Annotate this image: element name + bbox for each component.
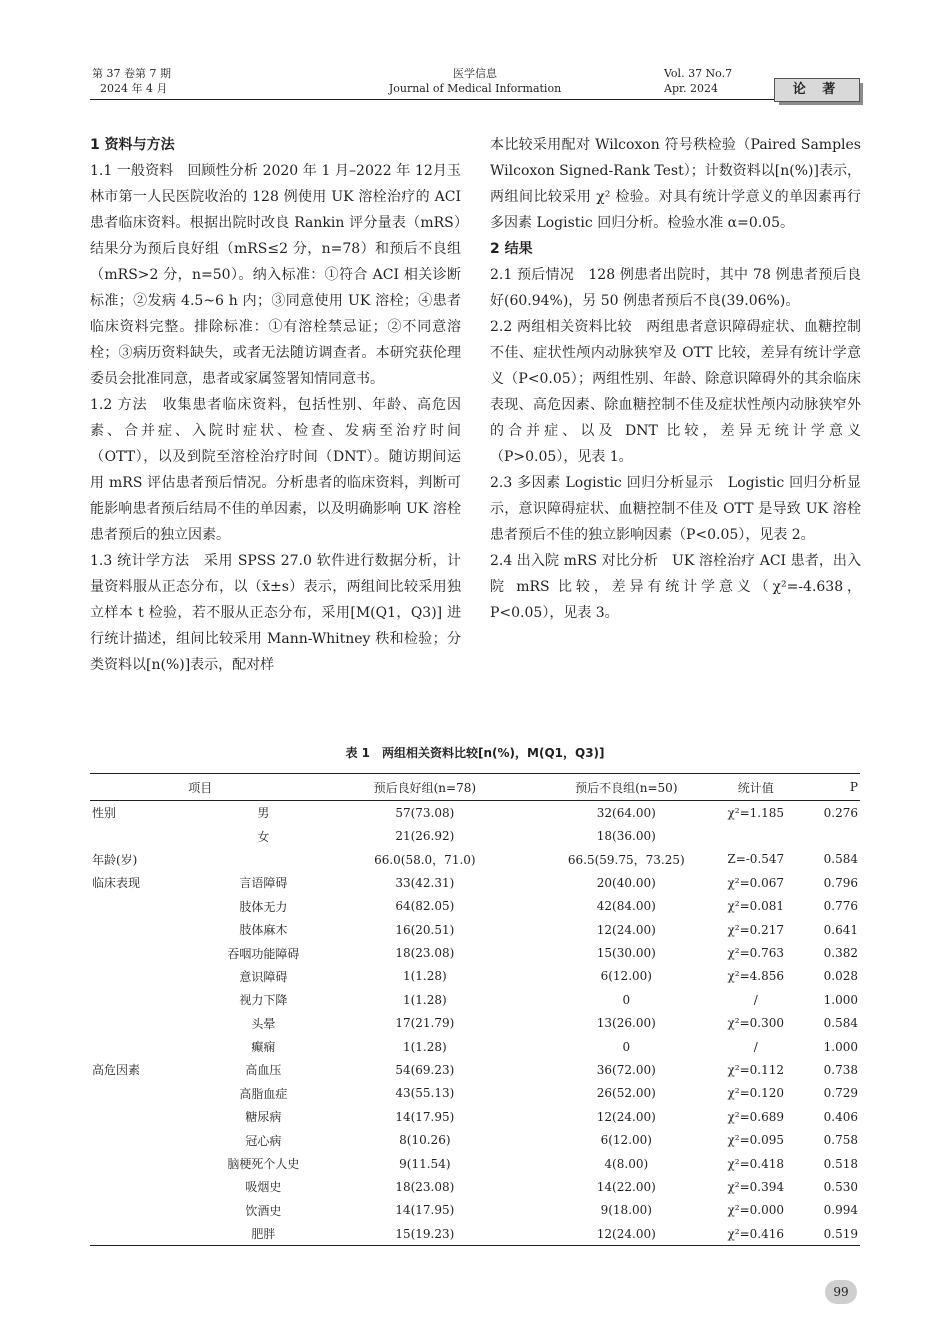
header-rule	[90, 99, 860, 100]
row-bad-cell: 66.5(59.75，73.25)	[567, 852, 685, 867]
row-p-cell: 1.000	[823, 992, 858, 1007]
row-p-cell: 0.584	[823, 852, 858, 867]
date-en-text: Apr. 2024	[664, 82, 719, 95]
row-stat-cell: χ²=0.112	[727, 1062, 785, 1077]
row-stat-cell: χ²=4.856	[727, 969, 785, 984]
row-good-cell: 16(20.51)	[395, 922, 455, 937]
row-group-cell	[90, 1035, 216, 1058]
table-row	[90, 1128, 860, 1151]
row-stat-cell: χ²=0.217	[727, 922, 785, 937]
row-stat-cell: χ²=0.095	[727, 1133, 785, 1148]
row-group-cell	[90, 941, 216, 964]
comparison-table	[90, 773, 860, 1246]
row-bad-cell: 15(30.00)	[596, 946, 656, 961]
table-title: 表 1 两组相关资料比较[n(%)，M(Q1，Q3)]	[345, 746, 605, 760]
table-row	[90, 1058, 860, 1081]
paragraph-group-compare: 2.2 两组相关资料比较 两组患者意识障碍症状、血糖控制不佳、症状性颅内动脉狭窄及 OTT 比较，差异有统计学意义（P<0.05）；两组性别、年龄、除意识障碍外的其余临床表现、高危因素、除血糖控制不佳及症状性颅内动脉狭窄外的合并症、以及 DNT 比较，差异无统计学意义（P>0.05），见表 1。	[490, 319, 861, 465]
table-row	[90, 1175, 860, 1198]
row-good-cell: 18(23.08)	[395, 1179, 455, 1194]
page-number: 99	[825, 1280, 857, 1304]
row-good-cell: 9(11.54)	[399, 1156, 451, 1171]
row-bad-cell: 12(24.00)	[596, 922, 656, 937]
paragraph-logistic: 2.3 多因素 Logistic 回归分析显示 Logistic 回归分析显示，意识障碍症状、血糖控制不佳及 OTT 是导致 UK 溶栓患者预后不佳的独立影响因素（P<0.05），见表 2。	[490, 475, 861, 543]
row-group-cell	[90, 1012, 216, 1035]
table-row	[90, 965, 860, 988]
table-row	[90, 1012, 860, 1035]
row-p-cell	[798, 824, 860, 847]
row-good-cell: 33(42.31)	[395, 875, 455, 890]
table-row	[90, 918, 860, 941]
row-item-cell: 脑梗死个人史	[227, 1157, 300, 1172]
row-group-cell	[90, 1222, 216, 1246]
row-good-cell: 21(26.92)	[395, 829, 455, 844]
row-stat-cell: χ²=0.081	[727, 899, 785, 914]
table-row	[90, 1105, 860, 1128]
row-item-cell: 高脂血症	[239, 1086, 288, 1101]
row-stat-cell: χ²=1.185	[727, 805, 785, 820]
section-title-results: 2 结果	[490, 241, 533, 257]
row-item-cell: 女	[257, 829, 270, 844]
row-bad-cell: 4(8.00)	[604, 1156, 649, 1171]
left-column	[90, 132, 461, 678]
row-stat-cell: χ²=0.763	[727, 946, 785, 961]
row-item-cell: 糖尿病	[245, 1110, 282, 1125]
row-item-cell: 饮酒史	[245, 1203, 282, 1218]
row-stat-cell: χ²=0.418	[727, 1156, 785, 1171]
row-good-cell: 64(82.05)	[395, 899, 455, 914]
table-row	[90, 1199, 860, 1222]
row-stat-cell: χ²=0.120	[727, 1086, 785, 1101]
row-good-cell: 54(69.23)	[395, 1062, 455, 1077]
table-row	[90, 895, 860, 918]
row-good-cell: 8(10.26)	[399, 1133, 451, 1148]
row-bad-cell: 36(72.00)	[596, 1062, 656, 1077]
row-bad-cell: 6(12.00)	[600, 969, 652, 984]
row-good-cell: 1(1.28)	[402, 969, 447, 984]
volume-issue-text: 第 37 卷第 7 期	[92, 67, 171, 80]
row-good-cell: 18(23.08)	[395, 946, 455, 961]
row-item-cell: 肢体麻木	[239, 923, 288, 938]
row-p-cell: 1.000	[823, 1039, 858, 1054]
row-p-cell: 0.729	[823, 1086, 858, 1101]
row-p-cell: 0.276	[823, 805, 858, 820]
row-group-cell	[90, 1199, 216, 1222]
table-row	[90, 1035, 860, 1058]
row-good-cell: 14(17.95)	[395, 1109, 455, 1124]
row-item-cell: 肥胖	[216, 1222, 310, 1246]
table-row	[90, 848, 860, 871]
row-bad-cell: 20(40.00)	[596, 875, 656, 890]
paragraph-prognosis: 2.1 预后情况 128 例患者出院时，其中 78 例患者预后良好(60.94%)，另 50 例患者预后不良(39.06%)。	[490, 267, 861, 309]
row-item-cell: 肢体无力	[239, 899, 288, 914]
row-group-cell	[90, 895, 216, 918]
table-row	[90, 1152, 860, 1175]
row-bad-cell: 18(36.00)	[596, 829, 656, 844]
row-group-cell	[90, 1152, 216, 1175]
row-bad-cell: 42(84.00)	[596, 899, 656, 914]
row-p-cell: 0.518	[823, 1156, 858, 1171]
row-p-cell: 0.028	[823, 969, 858, 984]
row-group-cell	[90, 988, 216, 1011]
row-good-cell: 14(17.95)	[395, 1203, 455, 1218]
row-group-cell: 高危因素	[92, 1063, 141, 1078]
row-item-cell: 言语障碍	[239, 876, 288, 891]
row-good-cell: 1(1.28)	[402, 992, 447, 1007]
row-stat-cell: χ²=0.416	[713, 1222, 798, 1246]
row-stat-cell: χ²=0.300	[727, 1016, 785, 1031]
header-bad: 预后不良组(n=50)	[539, 774, 713, 801]
row-stat-cell: Z=-0.547	[727, 852, 785, 867]
row-good-cell: 15(19.23)	[310, 1222, 539, 1246]
row-group-cell	[90, 1128, 216, 1151]
row-item-cell: 高血压	[245, 1063, 282, 1078]
row-stat-cell	[713, 824, 798, 847]
row-p-cell: 0.530	[823, 1179, 858, 1194]
row-stat-cell: χ²=0.067	[727, 875, 785, 890]
row-good-cell: 43(55.13)	[395, 1086, 455, 1101]
row-p-cell: 0.519	[798, 1222, 860, 1246]
row-bad-cell: 9(18.00)	[600, 1203, 652, 1218]
header-good: 预后良好组(n=78)	[310, 774, 539, 801]
row-p-cell: 0.584	[823, 1016, 858, 1031]
row-p-cell: 0.382	[823, 946, 858, 961]
volume-en-text: Vol. 37 No.7	[664, 67, 733, 80]
row-bad-cell: 0	[622, 1039, 631, 1054]
row-good-cell: 66.0(58.0，71.0)	[374, 852, 476, 867]
row-item-cell: 头晕	[251, 1016, 276, 1031]
paragraph-methods: 1.2 方法 收集患者临床资料，包括性别、年龄、高危因素、合并症、入院时症状、检查、发病至治疗时间（OTT），以及到院至溶栓治疗时间（DNT）。随访期间运用 mRS 评估患者预后情况。分析患者的临床资料，判断可能影响患者预后结局不佳的单因素，以及明确影响 UK 溶栓患者预后的独立因素。	[90, 397, 461, 543]
row-stat-cell: χ²=0.000	[727, 1203, 785, 1218]
table-row	[90, 824, 860, 847]
paragraph-statistics: 1.3 统计学方法 采用 SPSS 27.0 软件进行数据分析，计量资料服从正态分布，以（x̄±s）表示，两组间比较采用独立样本 t 检验，若不服从正态分布，采用[M(Q1，Q3)] 进行统计描述，组间比较采用 Mann-Whitney 秩和检验；分类资料以[n(%)]表示，配对样	[90, 553, 461, 673]
header-stat: 统计值	[713, 774, 798, 801]
table-row	[90, 941, 860, 964]
paragraph-statistics-cont: 本比较采用配对 Wilcoxon 符号秩检验（Paired Samples Wilcoxon Signed-Rank Test）；计数资料以[n(%)]表示，两组间比较采用 χ² 检验。对具有统计学意义的单因素再行多因素 Logistic 回归分析。检验水准 α=0.05。	[490, 137, 861, 231]
header-item: 项目	[90, 774, 310, 801]
row-good-cell: 17(21.79)	[395, 1016, 455, 1031]
row-bad-cell: 13(26.00)	[596, 1016, 656, 1031]
row-group-cell	[90, 918, 216, 941]
row-p-cell: 0.776	[823, 899, 858, 914]
row-item-cell	[216, 848, 310, 871]
right-column	[490, 132, 861, 626]
table-row	[90, 1082, 860, 1105]
row-p-cell: 0.641	[823, 922, 858, 937]
row-p-cell: 0.796	[823, 875, 858, 890]
row-stat-cell: χ²=0.689	[727, 1109, 785, 1124]
section-badge: 论 著	[774, 78, 860, 102]
paragraph-mrs: 2.4 出入院 mRS 对比分析 UK 溶栓治疗 ACI 患者，出入院 mRS 比较，差异有统计学意义（χ²=-4.638，P<0.05），见表 3。	[490, 553, 861, 621]
row-bad-cell: 26(52.00)	[596, 1086, 656, 1101]
table-row	[90, 801, 860, 825]
row-good-cell: 57(73.08)	[395, 805, 455, 820]
row-bad-cell: 12(24.00)	[539, 1222, 713, 1246]
row-item-cell: 吞咽功能障碍	[227, 946, 300, 961]
row-item-cell: 男	[257, 806, 270, 821]
row-p-cell: 0.406	[823, 1109, 858, 1124]
row-bad-cell: 32(64.00)	[596, 805, 656, 820]
row-bad-cell: 12(24.00)	[596, 1109, 656, 1124]
row-item-cell: 癫痫	[251, 1040, 276, 1055]
row-group-cell: 临床表现	[92, 876, 141, 891]
row-group-cell	[90, 1082, 216, 1105]
row-bad-cell: 14(22.00)	[596, 1179, 656, 1194]
row-item-cell: 视力下降	[239, 993, 288, 1008]
row-p-cell: 0.758	[823, 1133, 858, 1148]
header-p: P	[798, 774, 860, 801]
row-group-cell	[90, 1175, 216, 1198]
row-p-cell: 0.994	[823, 1203, 858, 1218]
row-item-cell: 吸烟史	[245, 1180, 282, 1195]
row-group-cell: 性别	[92, 806, 117, 821]
table-header-row	[90, 774, 860, 801]
paragraph-general-data: 1.1 一般资料 回顾性分析 2020 年 1 月–2022 年 12月玉林市第一人民医院收治的 128 例使用 UK 溶栓治疗的 ACI 患者临床资料。根据出院时改良 Rankin 评分量表（mRS）结果分为预后良好组（mRS≤2 分，n=78）和预后不良组（mRS>2 分，n=50）。纳入标准：①符合 ACI 相关诊断标准；②发病 4.5~6 h 内；③同意使用 UK 溶栓；④患者临床资料完整。排除标准：①有溶栓禁忌证；②不同意溶栓；③病历资料缺失，或者无法随访调查者。本研究获伦理委员会批准同意，患者或家属签署知情同意书。	[90, 163, 461, 387]
row-group-cell	[90, 1105, 216, 1128]
section-title-methods: 1 资料与方法	[90, 137, 175, 153]
row-item-cell: 意识障碍	[239, 969, 288, 984]
row-item-cell: 冠心病	[245, 1133, 282, 1148]
row-bad-cell: 6(12.00)	[600, 1133, 652, 1148]
row-group-cell	[90, 965, 216, 988]
row-stat-cell: /	[753, 1039, 758, 1054]
table-row	[90, 871, 860, 894]
row-group-cell: 年龄(岁)	[92, 852, 138, 867]
row-stat-cell: χ²=0.394	[727, 1179, 785, 1194]
table-row	[90, 1222, 860, 1246]
row-p-cell: 0.738	[823, 1062, 858, 1077]
row-group-cell	[90, 824, 216, 847]
journal-volume-en	[664, 66, 732, 96]
issue-date-text: 2024 年 4 月	[100, 82, 168, 95]
table-row	[90, 988, 860, 1011]
row-bad-cell: 0	[622, 992, 631, 1007]
row-good-cell: 1(1.28)	[402, 1039, 447, 1054]
row-stat-cell: /	[753, 992, 758, 1007]
journal-title-en: Journal of Medical Information	[388, 82, 562, 95]
journal-title-cn: 医学信息	[453, 67, 497, 80]
